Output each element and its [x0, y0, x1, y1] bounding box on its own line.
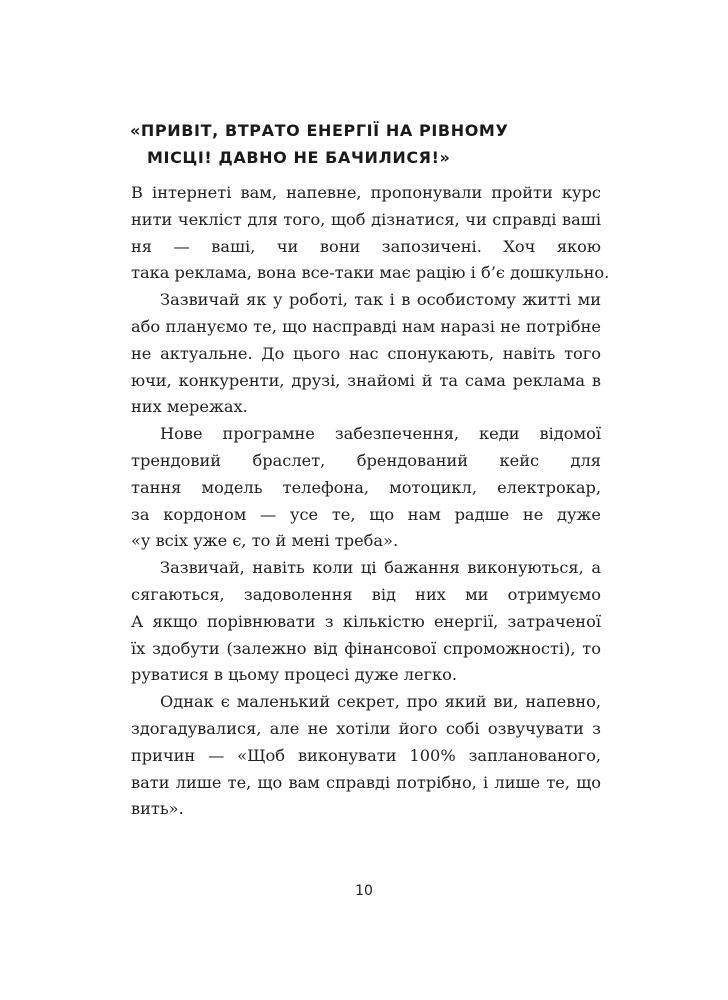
text-line: «у всіх уже є, то й мені треба». — [131, 531, 399, 551]
text-line: сягаються, задоволення від них ми отримуємо — [131, 584, 601, 604]
text-line: здогадувалися, але не хотіли його собі озвучувати з — [131, 718, 601, 738]
text-line: трендовий браслет, брендований кейс для — [131, 450, 601, 470]
text-line: вати лише те, що вам справді потрібно, і лише те, що — [131, 772, 601, 792]
text-line: або плануємо те, що насправді нам наразі не потрібне — [131, 316, 601, 336]
page-number: 10 — [355, 883, 373, 899]
text-line: не актуальне. До цього нас спонукають, навіть того — [131, 343, 601, 363]
text-line: Зазвичай як у роботі, так і в особистому житті ми — [160, 290, 601, 310]
text-line: така реклама, вона все-таки має рацію і б’є дошкульно. — [131, 263, 610, 283]
text-line: ня — ваші, чи вони запозичені. Хоч якою — [131, 236, 601, 256]
section-heading-line-2: МІСЦІ! ДАВНО НЕ БАЧИЛИСЯ!» — [147, 148, 451, 167]
text-line: В інтернеті вам, напевне, пропонували пройти курс — [131, 183, 601, 202]
text-line: причин — «Щоб виконувати 100% запланованого, — [131, 745, 601, 765]
text-line: них мережах. — [131, 397, 248, 417]
body-text — [131, 180, 610, 823]
text-line: вить». — [131, 799, 184, 819]
text-line: Однак є маленький секрет, про який ви, напевно, — [160, 692, 601, 712]
text-line: Зазвичай, навіть коли ці бажання виконуються, а — [160, 558, 601, 578]
text-line: нити чекліст для того, щоб дізнатися, чи справді ваші — [131, 209, 601, 229]
text-line: руватися в цьому процесі дуже легко. — [131, 665, 458, 685]
text-line: за кордоном — усе те, що нам радше не дуже — [131, 504, 601, 524]
text-line: Нове програмне забезпечення, кеди відомої — [160, 424, 601, 444]
text-line: А якщо порівнювати з кількістю енергії, затраченої — [131, 611, 601, 631]
text-line: тання модель телефона, мотоцикл, електрокар, — [131, 477, 601, 497]
section-heading-line-1: «ПРИВІТ, ВТРАТО ЕНЕРГІЇ НА РІВНОМУ — [130, 121, 509, 140]
section-heading — [130, 117, 610, 171]
text-line: їх здобути (залежно від фінансової спроможності), то — [131, 638, 601, 658]
text-line: ючи, конкуренти, друзі, знайомі й та сама реклама в — [131, 370, 601, 390]
